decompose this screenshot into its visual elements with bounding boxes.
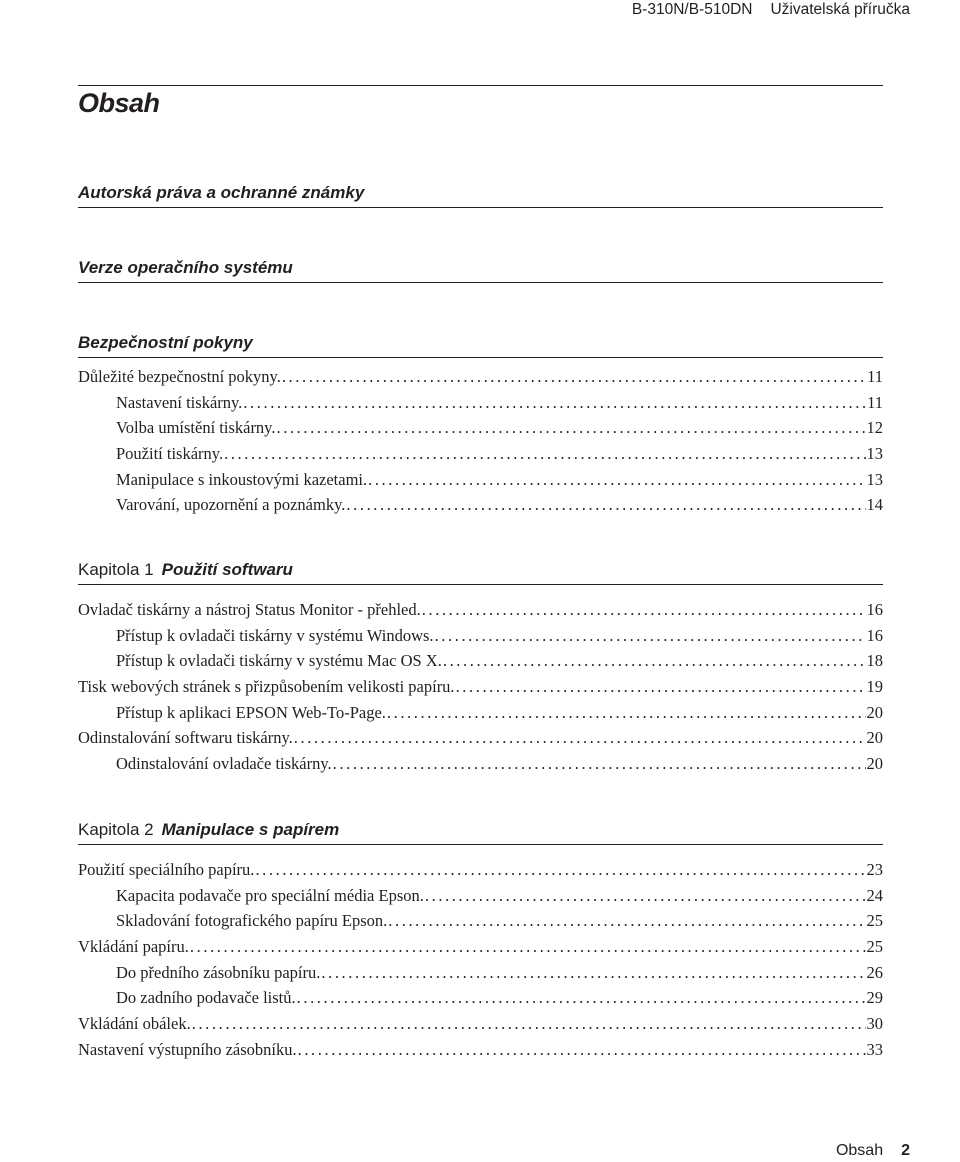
entry-text: Použití tiskárny. bbox=[116, 444, 224, 464]
section-title: Použití softwaru bbox=[161, 560, 293, 579]
toc-entry[interactable] bbox=[78, 1037, 883, 1063]
toc-entry[interactable] bbox=[78, 751, 883, 777]
entry-page: 20 bbox=[866, 702, 883, 722]
dot-leader bbox=[333, 751, 866, 777]
section-rule bbox=[78, 357, 883, 358]
chapter-label: Kapitola 2 bbox=[78, 820, 154, 839]
dot-leader bbox=[387, 700, 866, 726]
entry-page: 29 bbox=[866, 988, 883, 1008]
toc-entry[interactable] bbox=[78, 492, 883, 518]
title-rule bbox=[78, 85, 883, 86]
header-model: B-310N/B-510DN bbox=[631, 1, 753, 18]
entry-text: Varování, upozornění a poznámky. bbox=[116, 495, 346, 515]
entry-text: Přístup k ovladači tiskárny v systému Mac OS X. bbox=[116, 651, 442, 671]
toc-entry-list bbox=[78, 364, 883, 518]
toc-entry[interactable] bbox=[78, 597, 883, 623]
entry-page: 16 bbox=[866, 600, 883, 619]
entry-page: 20 bbox=[866, 754, 883, 774]
toc-entry[interactable] bbox=[78, 623, 883, 649]
toc-entry[interactable] bbox=[78, 467, 883, 493]
section-heading[interactable] bbox=[78, 257, 883, 279]
dot-leader bbox=[435, 623, 866, 649]
entry-text: Do zadního podavače listů. bbox=[116, 988, 296, 1008]
entry-text: Odinstalování ovladače tiskárny. bbox=[116, 754, 332, 774]
dot-leader bbox=[298, 1037, 866, 1063]
entry-text: Nastavení tiskárny. bbox=[116, 392, 243, 412]
dot-leader bbox=[425, 883, 866, 909]
entry-page: 11 bbox=[867, 367, 883, 386]
entry-page: 25 bbox=[866, 911, 883, 931]
entry-page: 14 bbox=[866, 495, 883, 515]
toc-title: Obsah bbox=[78, 88, 160, 118]
toc-entry[interactable] bbox=[78, 1011, 883, 1037]
footer-section: Obsah bbox=[835, 1142, 884, 1159]
entry-page: 33 bbox=[866, 1039, 883, 1059]
section-title: Autorská práva a ochranné známky bbox=[78, 183, 365, 202]
section-heading[interactable] bbox=[78, 182, 883, 204]
entry-page: 11 bbox=[867, 392, 883, 412]
toc-entry[interactable] bbox=[78, 674, 883, 700]
toc-entry[interactable] bbox=[78, 415, 883, 441]
entry-text: Kapacita podavače pro speciální média Epson. bbox=[116, 885, 424, 905]
dot-leader bbox=[443, 648, 866, 674]
toc-entry[interactable] bbox=[78, 700, 883, 726]
dot-leader bbox=[456, 674, 866, 700]
dot-leader bbox=[297, 985, 866, 1011]
section-rule bbox=[78, 584, 883, 585]
toc-entry[interactable] bbox=[78, 390, 883, 416]
entry-page: 18 bbox=[866, 651, 883, 671]
dot-leader bbox=[192, 1011, 866, 1037]
dot-leader bbox=[321, 960, 865, 986]
entry-page: 12 bbox=[866, 418, 883, 438]
entry-text: Do předního zásobníku papíru. bbox=[116, 962, 321, 982]
dot-leader bbox=[243, 390, 866, 416]
section-title: Manipulace s papírem bbox=[161, 820, 340, 839]
entry-page: 26 bbox=[866, 962, 883, 982]
toc-entry-list bbox=[78, 857, 883, 1063]
toc-entry[interactable] bbox=[78, 934, 883, 960]
section-title: Verze operačního systému bbox=[78, 258, 293, 277]
entry-page: 16 bbox=[866, 625, 883, 645]
entry-page: 24 bbox=[866, 885, 883, 905]
entry-page: 20 bbox=[866, 728, 883, 748]
entry-text: Skladování fotografického papíru Epson. bbox=[116, 911, 388, 931]
entry-page: 23 bbox=[866, 860, 883, 879]
toc-entry[interactable] bbox=[78, 648, 883, 674]
running-header bbox=[632, 0, 910, 20]
dot-leader bbox=[224, 441, 865, 467]
chapter-label: Kapitola 1 bbox=[78, 560, 154, 579]
page-number: 2 bbox=[901, 1142, 910, 1159]
entry-text: Manipulace s inkoustovými kazetami. bbox=[116, 469, 368, 489]
dot-leader bbox=[277, 415, 866, 441]
dot-leader bbox=[282, 364, 866, 390]
entry-page: 19 bbox=[866, 677, 883, 697]
entry-page: 25 bbox=[866, 937, 883, 957]
toc-entry[interactable] bbox=[78, 908, 883, 934]
section-heading[interactable] bbox=[78, 559, 883, 581]
section-rule bbox=[78, 207, 883, 208]
dot-leader bbox=[190, 934, 866, 960]
dot-leader bbox=[255, 857, 865, 883]
section-rule bbox=[78, 844, 883, 845]
entry-page: 13 bbox=[866, 444, 883, 464]
dot-leader bbox=[368, 467, 865, 493]
toc-entry[interactable] bbox=[78, 441, 883, 467]
dot-leader bbox=[294, 725, 866, 751]
toc-entry-list bbox=[78, 597, 883, 777]
toc-entry[interactable] bbox=[78, 725, 883, 751]
entry-page: 13 bbox=[866, 469, 883, 489]
entry-text: Ovladač tiskárny a nástroj Status Monitor - přehled. bbox=[78, 600, 421, 619]
entry-text: Vkládání papíru. bbox=[78, 937, 189, 957]
section-title: Bezpečnostní pokyny bbox=[78, 333, 253, 352]
entry-page: 30 bbox=[866, 1014, 883, 1034]
entry-text: Odinstalování softwaru tiskárny. bbox=[78, 728, 293, 748]
entry-text: Přístup k ovladači tiskárny v systému Windows. bbox=[116, 625, 434, 645]
entry-text: Tisk webových stránek s přizpůsobením velikosti papíru. bbox=[78, 677, 455, 697]
entry-text: Vkládání obálek. bbox=[78, 1014, 191, 1034]
entry-text: Důležité bezpečnostní pokyny. bbox=[78, 367, 281, 386]
entry-text: Volba umístění tiskárny. bbox=[116, 418, 276, 438]
dot-leader bbox=[388, 908, 865, 934]
toc-entry[interactable] bbox=[78, 960, 883, 986]
section-rule bbox=[78, 282, 883, 283]
entry-text: Přístup k aplikaci EPSON Web-To-Page. bbox=[116, 702, 386, 722]
section-heading[interactable] bbox=[78, 819, 883, 841]
header-guide-title: Uživatelská příručka bbox=[770, 1, 910, 18]
toc-entry[interactable] bbox=[78, 364, 883, 390]
toc-entry[interactable] bbox=[78, 857, 883, 883]
entry-text: Použití speciálního papíru. bbox=[78, 860, 255, 879]
entry-text: Nastavení výstupního zásobníku. bbox=[78, 1039, 297, 1059]
dot-leader bbox=[346, 492, 865, 518]
section-heading[interactable] bbox=[78, 332, 883, 354]
dot-leader bbox=[422, 597, 866, 623]
toc-entry[interactable] bbox=[78, 883, 883, 909]
toc-entry[interactable] bbox=[78, 985, 883, 1011]
